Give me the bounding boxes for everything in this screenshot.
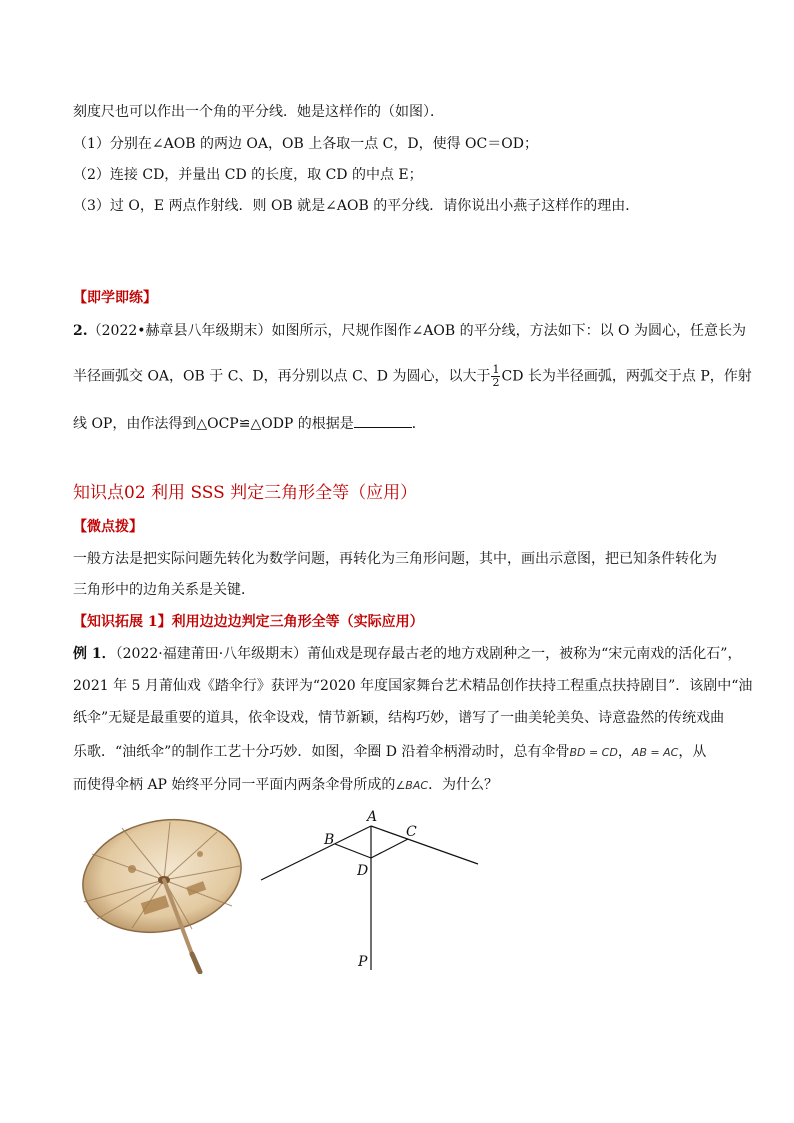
fraction-numerator: 1 [492, 363, 500, 376]
umbrella-illustration [72, 814, 242, 974]
umbrella-geometry-diagram [258, 808, 484, 974]
label-d: D [357, 863, 369, 879]
practice-line3-a: 线 OP，由作法得到△OCP≌△ODP 的根据是 [73, 416, 354, 432]
equation-bd-cd: BD = CD [569, 746, 618, 759]
question-number: 2. [73, 323, 88, 339]
fraction-one-half [491, 364, 500, 389]
practice-heading: 【即学即练】 [73, 290, 157, 306]
practice-line3-b: ． [411, 416, 426, 432]
tip-line2: 三角形中的边角关系是关键． [73, 582, 255, 598]
equation-ab-ac: AB = AC [631, 746, 679, 759]
label-b: B [324, 832, 335, 848]
example-line1 [73, 644, 741, 664]
practice-line3 [73, 413, 426, 434]
tip-heading: 【微点拨】 [73, 519, 143, 535]
example-label: 例 1． [73, 646, 116, 662]
practice-line2-b: CD 长为半径画弧，两弧交于点 P，作射 [501, 368, 752, 385]
practice-line2-a: 半径画弧交 OA，OB 于 C、D，再分别以点 C、D 为圆心，以大于 [73, 368, 491, 385]
example-line5 [73, 775, 498, 796]
example-line2: 2021 年 5 月莆仙戏《踏伞行》获评为“2020 年度国家舞台艺术精品创作扶持工程重点扶持剧目”．该剧中“油 [73, 678, 753, 694]
practice-line1 [73, 321, 746, 341]
problem1-step3: （3）过 O，E 两点作射线．则 OB 就是∠AOB 的平分线．请你说出小燕子这样作的理由． [73, 198, 640, 214]
example-line4-a: 乐歌．“油纸伞”的制作工艺十分巧妙．如图，伞圈 D 沿着伞柄滑动时，总有伞骨 [73, 744, 570, 760]
rib-left [261, 826, 371, 880]
extension-heading: 【知识拓展 1】利用边边边判定三角形全等（实际应用） [73, 614, 424, 630]
problem1-step1: （1）分别在∠AOB 的两边 OA，OB 上各取一点 C，D，使得 OC＝OD； [73, 136, 538, 152]
label-c: C [406, 824, 417, 840]
oil-paper-umbrella-image [72, 814, 242, 974]
segment-cd [371, 839, 408, 858]
problem1-step2: （2）连接 CD，并量出 CD 的长度，取 CD 的中点 E； [73, 167, 423, 183]
example-line3: 纸伞”无疑是最重要的道具，依伞设戏，情节新颖，结构巧妙，谱写了一曲美轮美奂、诗意盎然的传统戏曲 [73, 710, 725, 726]
rib-right [371, 826, 478, 864]
example-line4 [73, 742, 706, 763]
separator: ， [617, 744, 632, 760]
example-line4-b: ，从 [678, 744, 707, 760]
segment-bd [335, 844, 371, 858]
label-a: A [367, 809, 378, 825]
problem1-intro: 刻度尺也可以作出一个角的平分线．她是这样作的（如图）． [73, 104, 444, 120]
label-p: P [358, 954, 368, 970]
practice-line2 [73, 364, 752, 389]
section-title: 知识点02 利用 SSS 判定三角形全等（应用） [73, 483, 418, 503]
tip-line1: 一般方法是把实际问题先转化为数学问题，再转化为三角形问题，其中，画出示意图，把已知条件转化为 [73, 551, 717, 567]
example-line5-b: ．为什么？ [428, 777, 499, 793]
fraction-denominator: 2 [492, 376, 500, 389]
angle-bac: ∠BAC [395, 779, 429, 792]
example-line5-a: 而使得伞柄 AP 始终平分同一平面内两条伞骨所成的 [73, 777, 396, 793]
diagram-svg [258, 808, 484, 974]
practice-line1-text: （2022•赫章县八年级期末）如图所示，尺规作图作∠AOB 的平分线，方法如下：以 O 为圆心，任意长为 [87, 323, 746, 339]
example-line1-text: （2022·福建莆田·八年级期末）莆仙戏是现存最古老的地方戏剧种之一，被称为“宋元南戏的活化石”， [115, 646, 742, 662]
answer-blank[interactable] [354, 413, 412, 428]
